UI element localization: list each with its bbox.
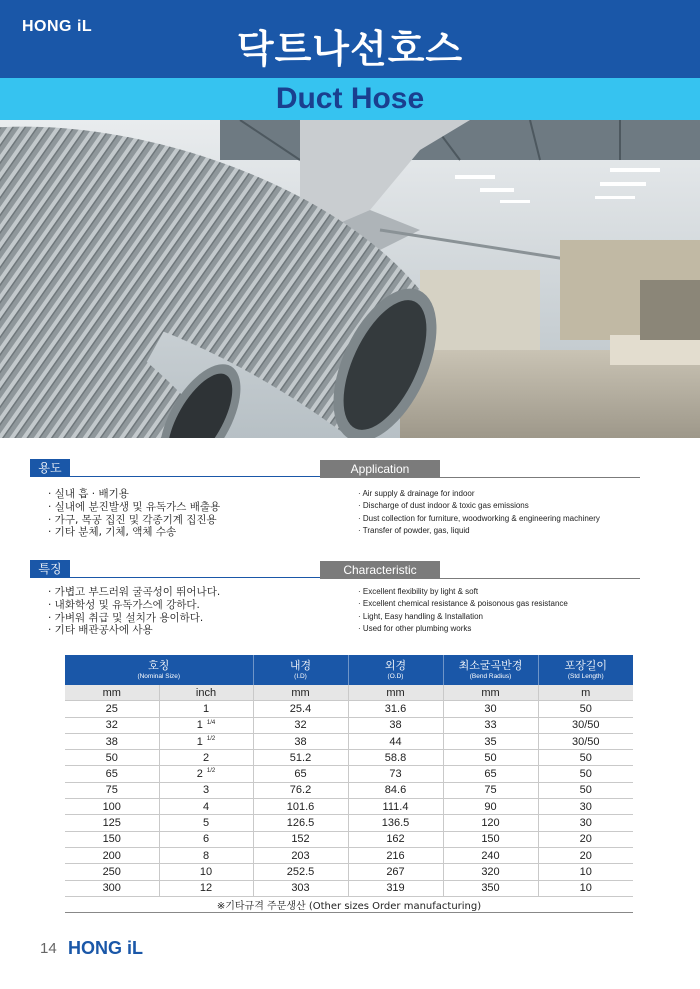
page-title-english: Duct Hose — [275, 82, 425, 115]
cell-mm: 300 — [65, 880, 159, 896]
cell-inch — [159, 880, 253, 896]
characteristic-title-bar — [320, 561, 440, 579]
table-row — [65, 831, 633, 847]
unit-cell: m — [538, 685, 633, 701]
cell-bend-radius: 65 — [443, 766, 538, 782]
header-std-length: 포장길이 (Std Length) — [538, 655, 633, 685]
table-row — [65, 733, 633, 749]
characteristic-item: · Excellent flexibility by light & soft — [358, 587, 479, 596]
cell-mm: 25 — [65, 701, 159, 717]
inch-value: 1 — [196, 719, 203, 732]
unit-cell: inch — [159, 685, 253, 701]
cell-outer-diameter: 38 — [348, 717, 443, 733]
cell-outer-diameter: 44 — [348, 733, 443, 749]
spec-table — [65, 655, 633, 913]
cell-outer-diameter: 319 — [348, 880, 443, 896]
cell-inner-diameter: 252.5 — [253, 864, 348, 880]
cell-inch — [159, 782, 253, 798]
cell-outer-diameter: 58.8 — [348, 750, 443, 766]
inch-value: 12 — [199, 882, 213, 895]
features-title: 특징 — [38, 562, 62, 576]
cell-inch — [159, 733, 253, 749]
cell-bend-radius: 35 — [443, 733, 538, 749]
cell-inner-diameter: 51.2 — [253, 750, 348, 766]
application-item: · Dust collection for furniture, woodworking & engineering machinery — [358, 513, 600, 523]
cell-inner-diameter: 25.4 — [253, 701, 348, 717]
application-item: · Transfer of powder, gas, liquid — [358, 526, 470, 536]
cell-std-length: 20 — [538, 847, 633, 863]
table-row — [65, 799, 633, 815]
table-row — [65, 880, 633, 896]
features-list — [48, 586, 220, 637]
inch-value: 4 — [202, 800, 210, 813]
cell-bend-radius: 150 — [443, 831, 538, 847]
cell-outer-diameter: 31.6 — [348, 701, 443, 717]
table-header-row — [65, 655, 633, 685]
header-bend-radius: 최소굴곡반경 (Bend Radius) — [443, 655, 538, 685]
application-divider — [440, 477, 640, 478]
cell-mm: 250 — [65, 864, 159, 880]
cell-std-length: 50 — [538, 750, 633, 766]
cell-inch — [159, 815, 253, 831]
cell-outer-diameter: 267 — [348, 864, 443, 880]
cell-mm: 65 — [65, 766, 159, 782]
usage-item: · 실내 흡 · 배기용 — [48, 488, 129, 500]
application-item: · Air supply & drainage for indoor — [358, 489, 475, 498]
cell-outer-diameter: 216 — [348, 847, 443, 863]
characteristic-item: · Light, Easy handling & Installation — [358, 611, 483, 621]
cell-bend-radius: 75 — [443, 782, 538, 798]
cell-bend-radius: 30 — [443, 701, 538, 717]
table-row — [65, 782, 633, 798]
page-number: 14 — [40, 940, 57, 957]
table-row — [65, 847, 633, 863]
features-item: · 내화학성 및 유독가스에 강하다. — [48, 598, 200, 611]
cell-outer-diameter: 136.5 — [348, 815, 443, 831]
characteristic-item: · Excellent chemical resistance & poisonous gas resistance — [358, 599, 568, 609]
table-units-row — [65, 685, 633, 701]
cell-mm: 32 — [65, 717, 159, 733]
cell-inner-diameter: 101.6 — [253, 799, 348, 815]
cell-mm: 200 — [65, 847, 159, 863]
application-title: Application — [350, 462, 410, 476]
header-banner — [0, 0, 700, 78]
cell-outer-diameter: 73 — [348, 766, 443, 782]
cell-mm: 50 — [65, 750, 159, 766]
inch-value: 6 — [202, 833, 210, 846]
inch-value: 2 — [202, 751, 210, 764]
application-title-bar — [320, 460, 440, 478]
features-divider — [70, 577, 360, 578]
cell-inch — [159, 864, 253, 880]
cell-std-length: 30/50 — [538, 717, 633, 733]
cell-inner-diameter: 65 — [253, 766, 348, 782]
inch-value: 5 — [202, 817, 210, 830]
header-inner-diameter: 내경 (I.D) — [253, 655, 348, 685]
usage-item: · 실내에 분진발생 및 유독가스 배출용 — [48, 500, 221, 513]
hero-photo — [0, 120, 700, 438]
table-row — [65, 750, 633, 766]
cell-inner-diameter: 38 — [253, 733, 348, 749]
table-note: ※기타규격 주문생산 (Other sizes Order manufacturing) — [65, 896, 633, 912]
table-row — [65, 717, 633, 733]
cell-outer-diameter: 162 — [348, 831, 443, 847]
table-note-row — [65, 896, 633, 912]
cell-inner-diameter: 152 — [253, 831, 348, 847]
duct-hose-photo — [0, 120, 700, 438]
cell-outer-diameter: 84.6 — [348, 782, 443, 798]
cell-std-length: 30 — [538, 799, 633, 815]
unit-cell: mm — [348, 685, 443, 701]
cell-inner-diameter: 303 — [253, 880, 348, 896]
cell-mm: 38 — [65, 733, 159, 749]
cell-bend-radius: 120 — [443, 815, 538, 831]
application-list — [358, 488, 600, 538]
header-outer-diameter: 외경 (O.D) — [348, 655, 443, 685]
cell-std-length: 10 — [538, 864, 633, 880]
cell-inner-diameter: 126.5 — [253, 815, 348, 831]
cell-inch — [159, 831, 253, 847]
page-title-korean: 닥트나선호스 — [236, 27, 464, 71]
inch-value: 3 — [202, 784, 210, 797]
cell-std-length: 50 — [538, 766, 633, 782]
usage-item: · 기타 분체, 기체, 액체 수송 — [48, 526, 177, 539]
inch-fraction: 1/4 — [206, 719, 216, 726]
inch-value: 2 — [196, 768, 203, 781]
unit-cell: mm — [443, 685, 538, 701]
features-item: · 가벼워 취급 및 설치가 용이하다. — [48, 611, 204, 624]
usage-divider — [70, 476, 360, 477]
characteristic-title: Characteristic — [343, 563, 417, 577]
header-nominal-size: 호칭 (Nominal Size) — [65, 655, 253, 685]
inch-value: 8 — [202, 849, 210, 862]
characteristic-divider — [440, 578, 640, 579]
inch-value: 10 — [199, 865, 213, 878]
footer-logo: HONG iL — [68, 938, 143, 958]
table-row — [65, 864, 633, 880]
cell-outer-diameter: 111.4 — [348, 799, 443, 815]
cell-bend-radius: 350 — [443, 880, 538, 896]
inch-value: 1 — [196, 735, 203, 748]
cell-bend-radius: 240 — [443, 847, 538, 863]
characteristic-item: · Used for other plumbing works — [358, 624, 472, 634]
usage-title-bar — [30, 459, 70, 477]
cell-inch — [159, 717, 253, 733]
table-row — [65, 766, 633, 782]
cell-inner-diameter: 76.2 — [253, 782, 348, 798]
cell-std-length: 30/50 — [538, 733, 633, 749]
usage-item: · 가구, 목공 집진 및 각종기계 집진용 — [48, 513, 217, 526]
cell-inch — [159, 799, 253, 815]
cell-mm: 125 — [65, 815, 159, 831]
features-item: · 기타 배관공사에 사용 — [48, 624, 153, 637]
cell-std-length: 10 — [538, 880, 633, 896]
cell-std-length: 30 — [538, 815, 633, 831]
inch-value: 1 — [202, 702, 210, 715]
cell-bend-radius: 320 — [443, 864, 538, 880]
table-row — [65, 701, 633, 717]
usage-title: 용도 — [38, 461, 62, 475]
table-row — [65, 815, 633, 831]
cell-inch — [159, 847, 253, 863]
cell-bend-radius: 50 — [443, 750, 538, 766]
cell-std-length: 50 — [538, 701, 633, 717]
cell-inch — [159, 701, 253, 717]
cell-std-length: 20 — [538, 831, 633, 847]
inch-fraction: 1/2 — [206, 768, 216, 775]
unit-cell: mm — [253, 685, 348, 701]
cell-inch — [159, 750, 253, 766]
cell-std-length: 50 — [538, 782, 633, 798]
cell-bend-radius: 33 — [443, 717, 538, 733]
cell-mm: 100 — [65, 799, 159, 815]
brand-logo: HONG iL — [22, 18, 93, 35]
usage-list — [48, 488, 220, 539]
cell-mm: 150 — [65, 831, 159, 847]
inch-fraction: 1/2 — [206, 735, 216, 742]
cell-inner-diameter: 32 — [253, 717, 348, 733]
application-item: · Discharge of dust indoor & toxic gas emissions — [358, 501, 529, 511]
characteristic-list — [358, 586, 568, 636]
features-item: · 가볍고 부드러워 굴곡성이 뛰어나다. — [48, 586, 221, 598]
cell-mm: 75 — [65, 782, 159, 798]
features-title-bar — [30, 560, 70, 578]
cell-inch — [159, 766, 253, 782]
unit-cell: mm — [65, 685, 159, 701]
cell-bend-radius: 90 — [443, 799, 538, 815]
cell-inner-diameter: 203 — [253, 847, 348, 863]
